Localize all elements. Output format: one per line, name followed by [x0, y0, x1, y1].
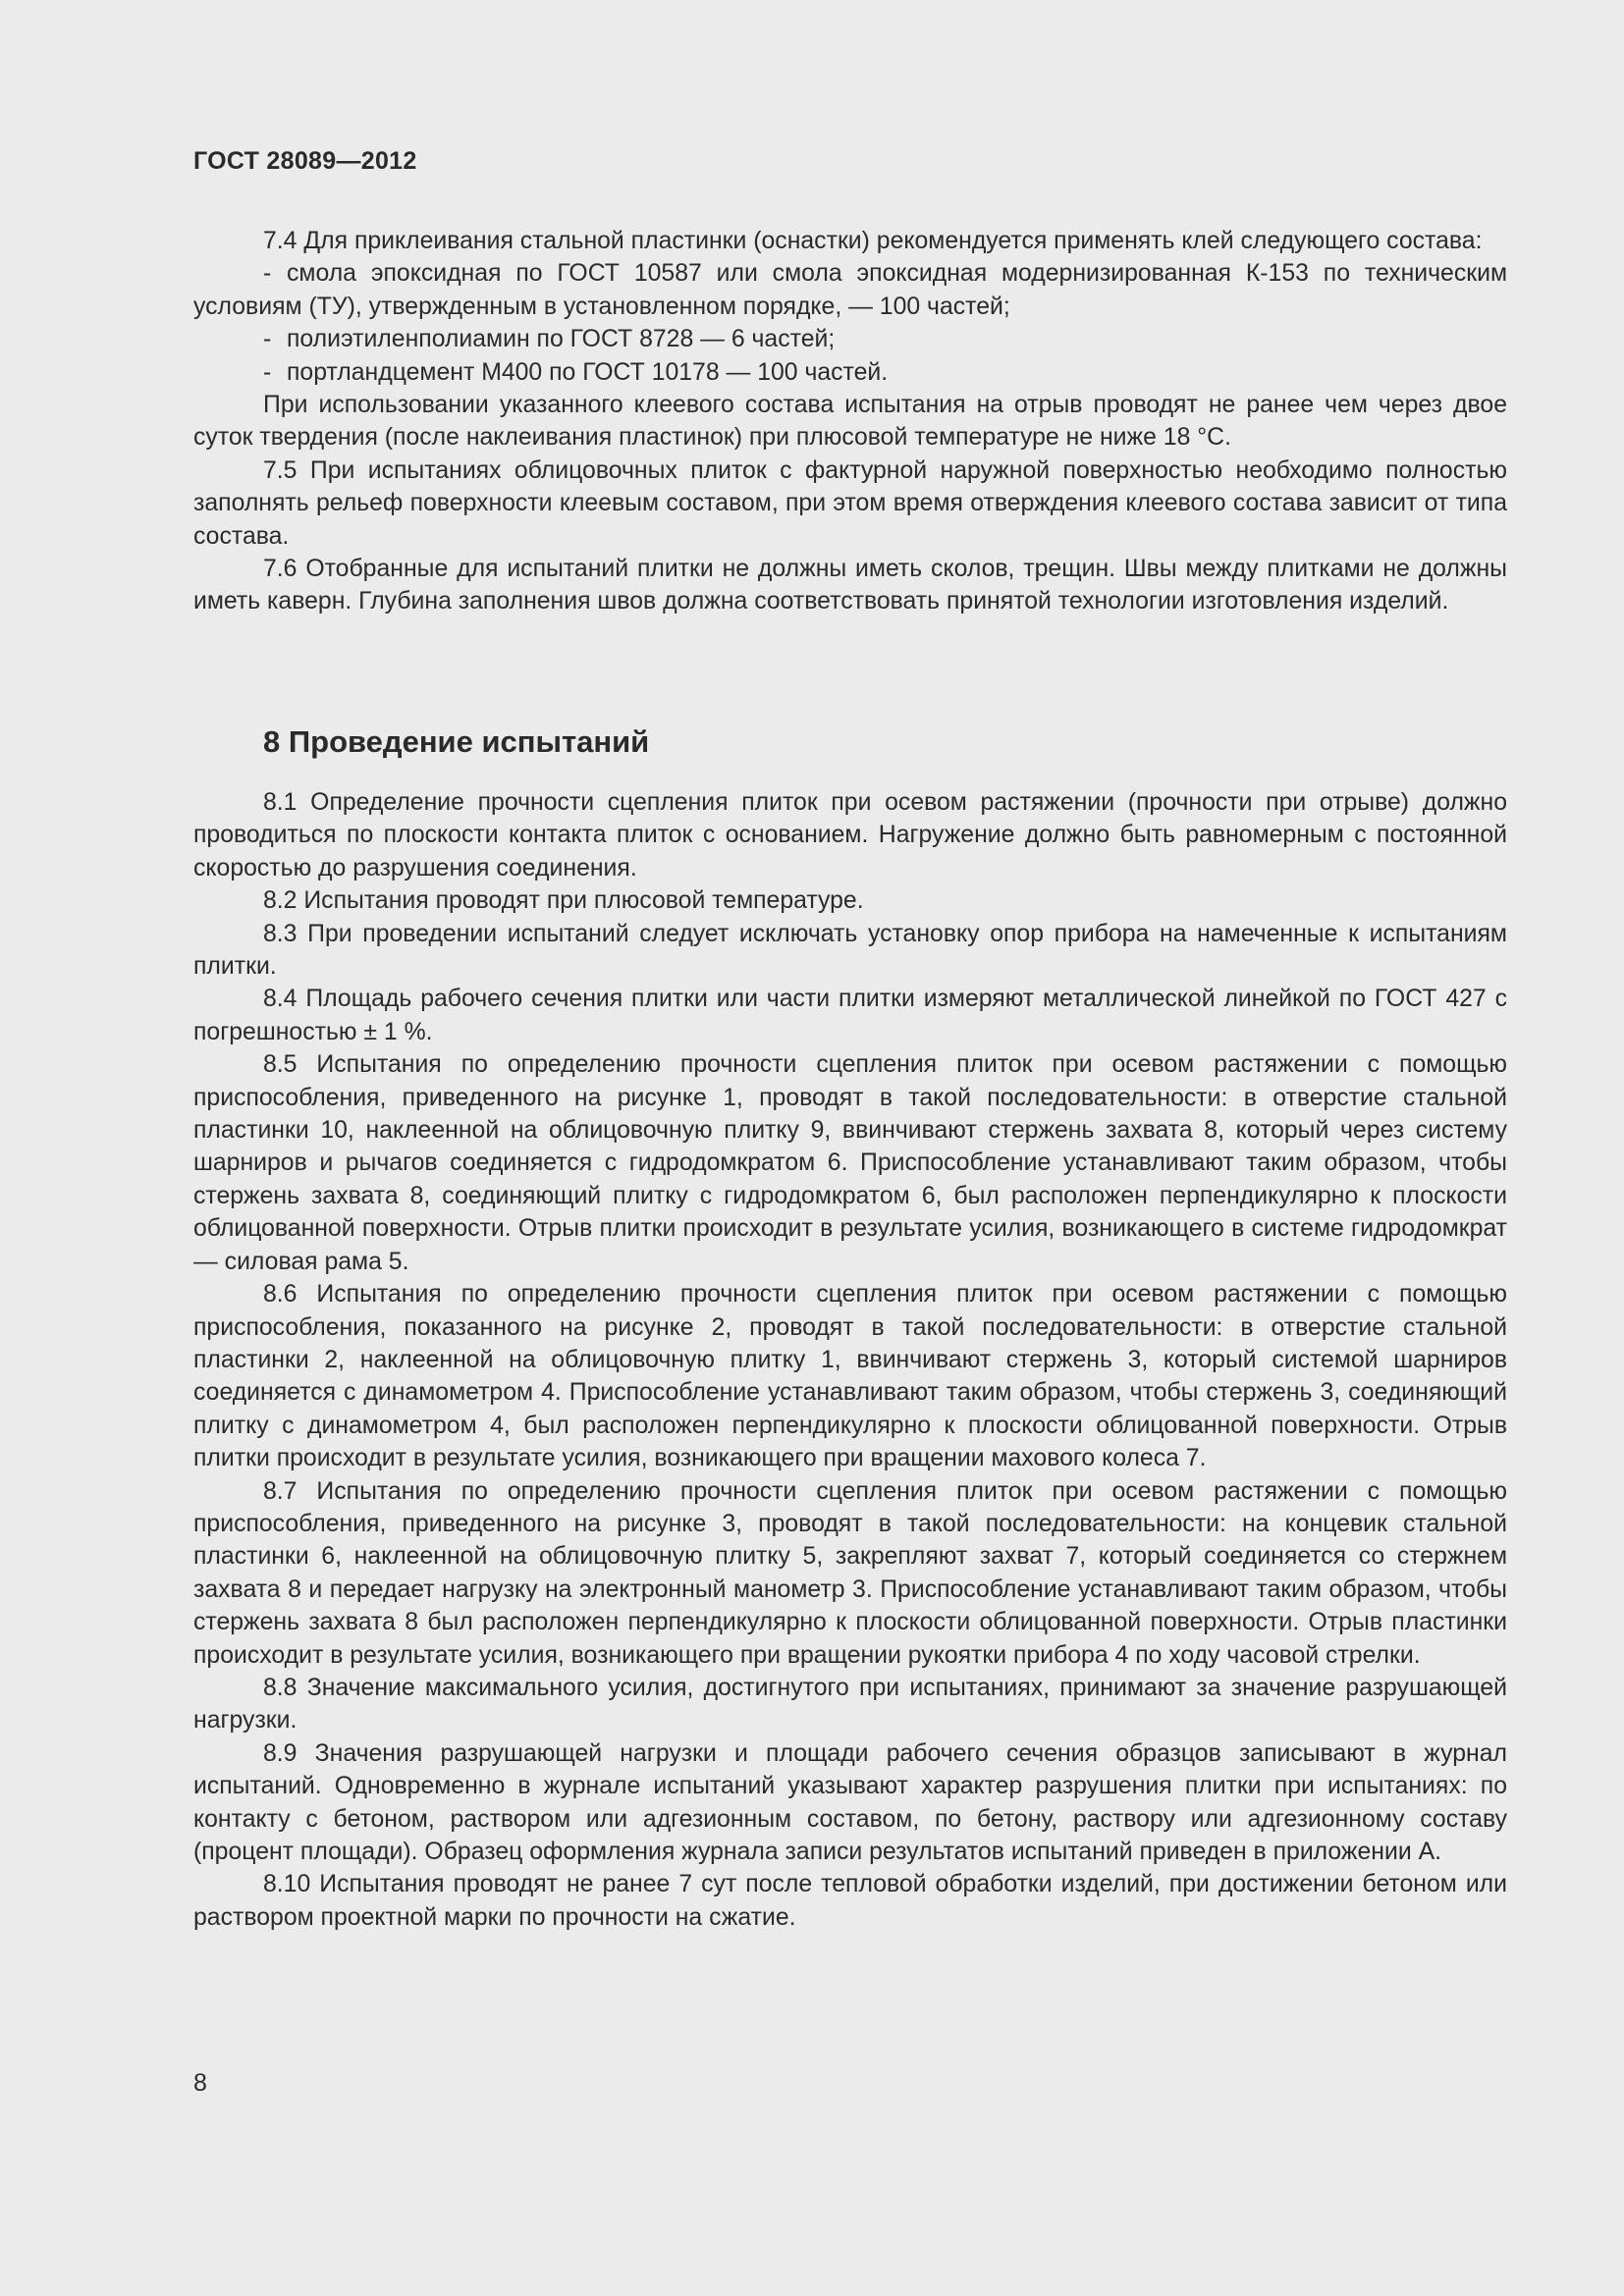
paragraph-7-5: 7.5 При испытаниях облицовочных плиток с фактурной наружной поверхностью необходимо полностью заполнять рельеф поверхности клеевым составом, при этом время отверждения клеевого состава зависит от типа состава. [193, 456, 1507, 550]
paragraph-7-6: 7.6 Отобранные для испытаний плитки не должны иметь сколов, трещин. Швы между плитками не должны иметь каверн. Глубина заполнения швов должна соответствовать принятой технологии изготовления изделий. [193, 556, 1507, 615]
document-header: ГОСТ 28089—2012 [193, 147, 417, 175]
list-dash: - [263, 326, 272, 353]
list-item [193, 257, 1507, 323]
list-item-text: портландцемент М400 по ГОСТ 10178 — 100 частей. [287, 358, 889, 386]
section-8-title: 8 Проведение испытаний [263, 724, 650, 759]
paragraph-8-6: 8.6 Испытания по определению прочности сцепления плиток при осевом растяжении с помощью приспособления, показанного на рисунке 2, проводят в такой последовательности: в отверстие стальной пластинки 2, наклеенной на облицовочную плитку 1, ввинчивают стержень 3, который системой шарниров соединяется с динамометром 4. Приспособление устанавливают таким образом, чтобы стержень 3, соединяющий плитку с динамометром 4, был расположен перпендикулярно к плоскости облицованной поверхности. Отрыв плитки происходит в результате усилия, возникающего при вращении махового колеса 7. [193, 1281, 1507, 1472]
list-item [193, 323, 1507, 355]
paragraph-8-7: 8.7 Испытания по определению прочности сцепления плиток при осевом растяжении с помощью приспособления, приведенного на рисунке 3, проводят в такой последовательности: на концевик стальной пластинки 6, наклеенной на облицовочную плитку 5, закрепляют захват 7, который соединяется со стержнем захвата 8 и передает нагрузку на электронный манометр 3. Приспособление устанавливают таким образом, чтобы стержень захвата 8 был расположен перпендикулярно к плоскости облицованной поверхности. Отрыв пластинки происходит в результате усилия, возникающего при вращении рукоятки прибора 4 по ходу часовой стрелки. [193, 1477, 1507, 1669]
paragraph-8-5: 8.5 Испытания по определению прочности сцепления плиток при осевом растяжении с помощью приспособления, приведенного на рисунке 1, проводят в такой последовательности: в отверстие стальной пластинки 10, наклеенной на облицовочную плитку 9, ввинчивают стержень захвата 8, который через систему шарниров и рычагов соединяется с гидродомкратом 6. Приспособление устанавливают таким образом, чтобы стержень захвата 8, соединяющий плитку с гидродомкратом 6, был расположен перпендикулярно к плоскости облицованной поверхности. Отрыв плитки происходит в результате усилия, возникающего в системе гидродомкрат — силовая рама 5. [193, 1051, 1507, 1275]
paragraph-8-9: 8.9 Значения разрушающей нагрузки и площади рабочего сечения образцов записывают в журнал испытаний. Одновременно в журнале испытаний указывают характер разрушения плитки при испытаниях: по контакту с бетоном, раствором или адгезионным составом, по бетону, раствору или адгезионному составу (процент площади). Образец оформления журнала записи результатов испытаний приведен в приложении А. [193, 1739, 1507, 1865]
paragraph-adhesive-note: При использовании указанного клеевого состава испытания на отрыв проводят не ранее чем через двое суток твердения (после наклеивания пластинок) при плюсовой температуре не ниже 18 °С. [193, 392, 1507, 452]
section-8-block [193, 786, 1507, 1934]
paragraph-8-2: 8.2 Испытания проводят при плюсовой температуре. [263, 887, 864, 915]
paragraph-8-8: 8.8 Значение максимального усилия, достигнутого при испытаниях, принимают за значение разрушающей нагрузки. [193, 1674, 1507, 1735]
list-item [193, 356, 1507, 389]
list-item-text: полиэтиленполиамин по ГОСТ 8728 — 6 частей; [287, 326, 836, 353]
paragraph-8-4: 8.4 Площадь рабочего сечения плитки или части плитки измеряют металлической линейкой по ГОСТ 427 с погрешностью ± 1 %. [193, 986, 1507, 1045]
paragraph-8-1: 8.1 Определение прочности сцепления плиток при осевом растяжении (прочности при отрыве) должно проводиться по плоскости контакта плиток с основанием. Нагружение должно быть равномерным с постоянной скоростью до разрушения соединения. [193, 789, 1507, 881]
list-dash: - [263, 358, 272, 386]
section-7-block [193, 225, 1507, 618]
paragraph-7-4: 7.4 Для приклеивания стальной пластинки (оснастки) рекомендуется применять клей следующего состава: [263, 228, 1483, 254]
paragraph-8-3: 8.3 При проведении испытаний следует исключать установку опор прибора на намеченные к испытаниям плитки. [193, 920, 1507, 981]
list-dash: - [263, 260, 272, 288]
page-number: 8 [193, 2069, 207, 2097]
paragraph-8-10: 8.10 Испытания проводят не ранее 7 сут после тепловой обработки изделий, при достижении бетоном или раствором проектной марки по прочности на сжатие. [193, 1871, 1507, 1931]
list-item-text: смола эпоксидная по ГОСТ 10587 или смола эпоксидная модернизированная К-153 по техническим условиям (ТУ), утвержденным в установленном порядке, — 100 частей; [193, 260, 1507, 320]
